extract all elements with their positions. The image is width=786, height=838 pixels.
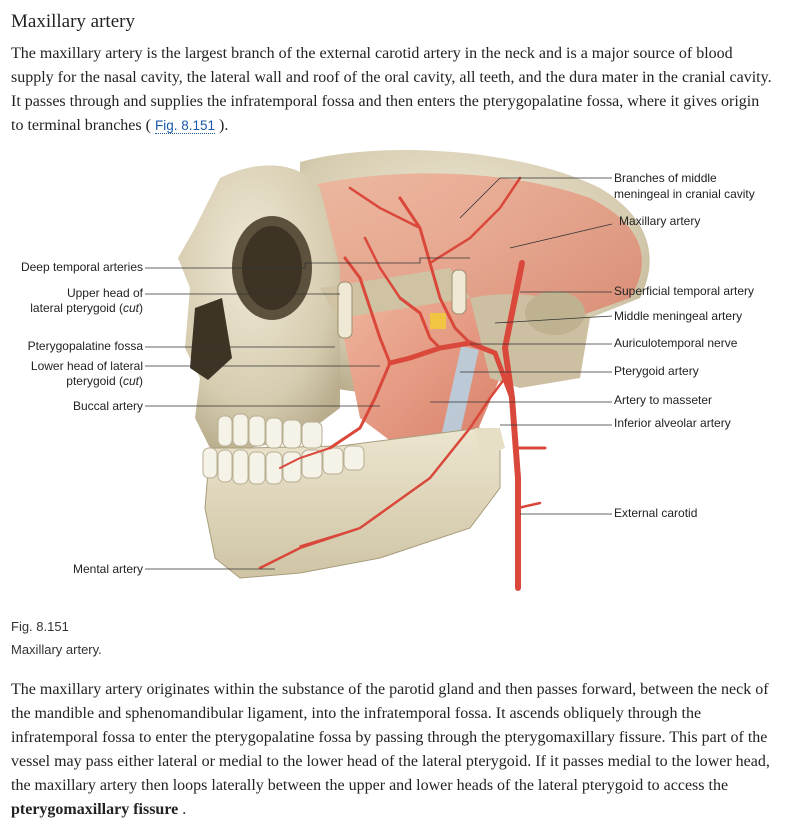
label-branches: Branches of middle — [614, 171, 717, 185]
caption-number: Fig. 8.151 — [11, 619, 69, 634]
label-upper-head: Upper head of — [66, 286, 143, 300]
label-deep-temporal: Deep temporal arteries — [20, 260, 143, 274]
label-pterygoid: Pterygoid artery — [614, 364, 699, 378]
page-title: Maxillary artery — [11, 11, 135, 32]
figure-link[interactable]: Fig. 8.151 — [154, 118, 215, 133]
label-lower-head: Lower head of lateral — [30, 359, 143, 373]
bold-term: pterygomaxillary fissure — [11, 801, 179, 818]
label-branches-2: meningeal in cranial cavity — [614, 187, 755, 201]
cut-muscle-lower — [452, 270, 466, 314]
label-buccal: Buccal artery — [72, 399, 143, 413]
label-auriculotemporal: Auriculotemporal nerve — [614, 336, 738, 350]
body-paragraph — [11, 678, 775, 822]
anatomy-figure — [0, 148, 786, 608]
label-inferior-alveolar: Inferior alveolar artery — [614, 416, 731, 430]
intro-after: ). — [219, 117, 229, 134]
label-middle-meningeal: Middle meningeal artery — [614, 309, 743, 323]
intro-paragraph — [11, 42, 775, 138]
caption-title: Maxillary artery. — [11, 642, 102, 657]
label-maxillary: Maxillary artery — [619, 214, 701, 228]
mastoid — [525, 291, 585, 335]
label-upper-head-2: lateral pterygoid (cut) — [30, 301, 143, 315]
body-text: The maxillary artery originates within the substance of the parotid gland and then passes forward, between the neck of the mandible and sphenomandibular ligament, into the infratemporal fossa. It ascends obliquely through the infratemporal fossa to enter the pterygopalatine fossa by passing through the pterygomaxillary fissure. This part of the vessel may pass either lateral or medial to the lower head of the lateral pterygoid. If it passes medial to the lower head, the maxillary artery then loops laterally between the upper and lower heads of the lateral pterygoid to access the — [11, 681, 770, 794]
label-mental: Mental artery — [72, 562, 143, 576]
label-lower-head-2: pterygoid (cut) — [66, 374, 143, 388]
intro-text: The maxillary artery is the largest branch of the external carotid artery in the neck and is a major source of blood supply for the nasal cavity, the lateral wall and roof of the oral cavity, all teeth, and the dura mater in the cranial cavity. It passes through and supplies the infratemporal fossa and then enters the pterygopalatine fossa, where it gives origin to terminal branches ( — [11, 45, 772, 134]
articular-disc — [430, 313, 446, 329]
body-after: . — [178, 801, 187, 818]
cut-muscle-upper — [338, 282, 352, 338]
label-superficial-temporal: Superficial temporal artery — [614, 284, 755, 298]
label-masseter: Artery to masseter — [614, 393, 713, 407]
label-pterygopalatine: Pterygopalatine fossa — [27, 339, 143, 353]
label-external-carotid: External carotid — [614, 506, 698, 520]
